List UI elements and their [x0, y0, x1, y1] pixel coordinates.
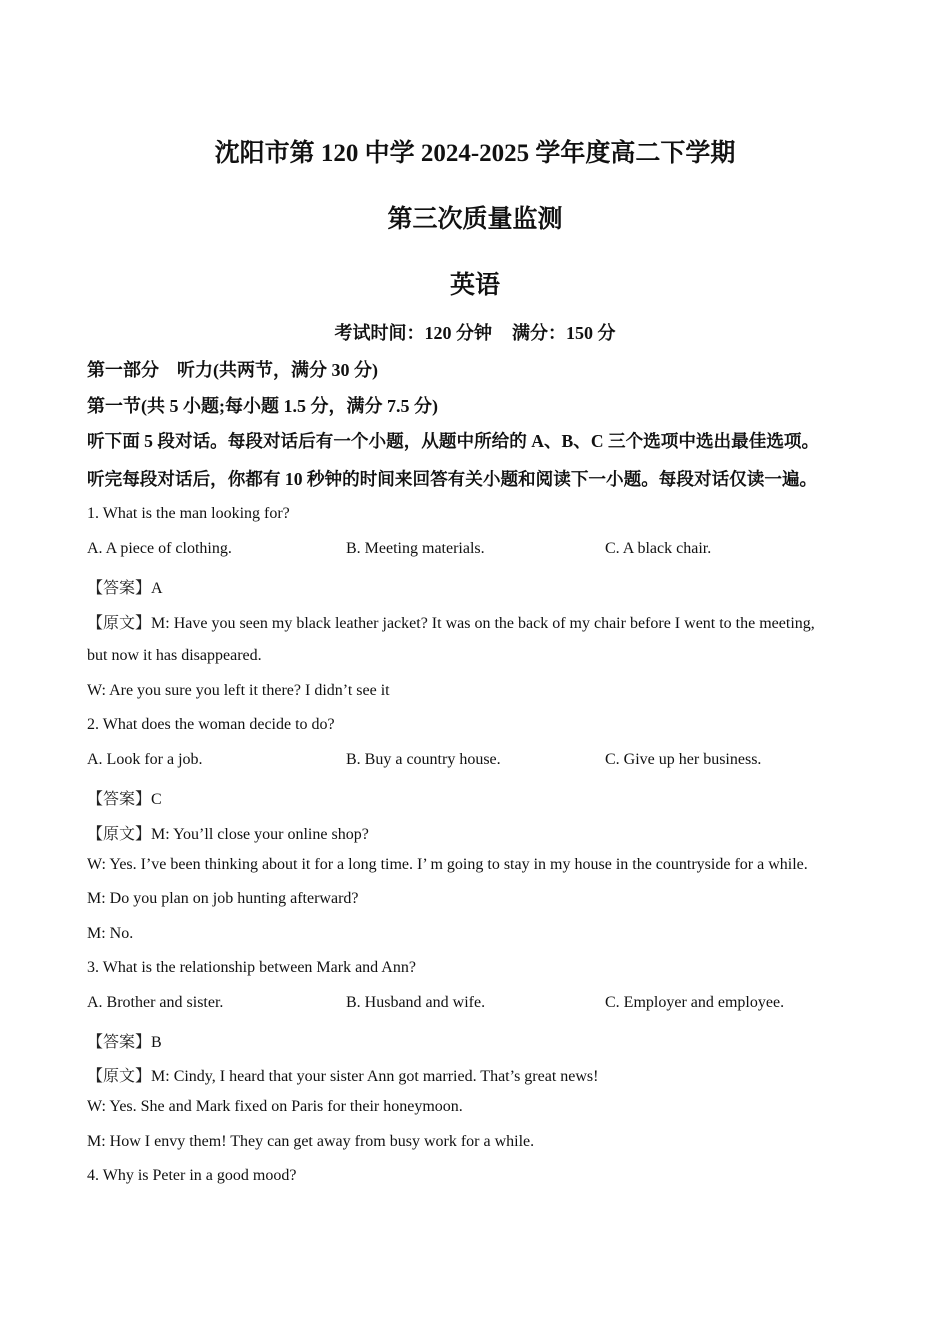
subject-title: 英语 [449, 272, 500, 299]
subsection-heading: 第一节(共 5 小题;每小题 1.5 分，满分 7.5 分) [87, 396, 438, 416]
instructions-line-1: 听下面 5 段对话。每段对话后有一个小题，从题中所给的 A、B、C 三个选项中选出最佳选项。 [87, 431, 820, 451]
answer-label: 【答案】 [87, 791, 152, 808]
transcript-line: W: Are you sure you left it there? I didn’t see it [87, 682, 390, 699]
question-stem: 2. What does the woman decide to do? [87, 716, 335, 733]
option-a: A. A piece of clothing. [87, 540, 232, 557]
option-a: A. Brother and sister. [87, 994, 224, 1011]
transcript-line [87, 1063, 598, 1086]
transcript-line: but now it has disappeared. [87, 647, 262, 664]
answer-line [87, 575, 163, 598]
transcript-text: M: You’ll close your online shop? [151, 826, 369, 843]
transcript-line: M: How I envy them! They can get away from busy work for a while. [87, 1133, 535, 1150]
exam-time: 考试时间：120 分钟 [334, 323, 492, 343]
document-title: 沈阳市第 120 中学 2024-2025 学年度高二下学期 [214, 140, 736, 167]
question-stem: 1. What is the man looking for? [87, 505, 290, 522]
transcript-line: W: Yes. She and Mark fixed on Paris for their honeymoon. [87, 1098, 463, 1115]
option-c: C. Employer and employee. [605, 994, 785, 1011]
instructions-line-2: 听完每段对话后，你都有 10 秒钟的时间来回答有关小题和阅读下一小题。每段对话仅读一遍。 [87, 469, 818, 489]
transcript-label: 【原文】 [87, 1068, 152, 1085]
answer-label: 【答案】 [87, 580, 152, 597]
answer-value: A [151, 580, 163, 597]
transcript-text: M: Have you seen my black leather jacket? It was on the back of my chair before I went to the meeting, [151, 615, 815, 632]
answer-value: C [151, 791, 162, 808]
transcript-line [87, 821, 369, 844]
option-b: B. Husband and wife. [346, 994, 486, 1011]
answer-line [87, 1029, 162, 1052]
question-stem: 3. What is the relationship between Mark and Ann? [87, 959, 416, 976]
option-c: C. Give up her business. [605, 751, 762, 768]
document-subtitle: 第三次质量监测 [387, 206, 563, 233]
transcript-text: M: Cindy, I heard that your sister Ann got married. That’s great news! [151, 1068, 599, 1085]
full-score: 满分：150 分 [512, 323, 616, 343]
option-b: B. Buy a country house. [346, 751, 501, 768]
answer-line [87, 786, 162, 809]
exam-info [0, 319, 950, 345]
transcript-line: M: No. [87, 925, 134, 942]
answer-value: B [151, 1034, 162, 1051]
question-stem: 4. Why is Peter in a good mood? [87, 1167, 297, 1184]
transcript-line: W: Yes. I’ve been thinking about it for a long time. I’ m going to stay in my house in the countryside for a while. [87, 856, 808, 873]
part-heading: 第一部分 听力(共两节，满分 30 分) [87, 360, 378, 380]
option-b: B. Meeting materials. [346, 540, 485, 557]
option-c: C. A black chair. [605, 540, 712, 557]
transcript-line: M: Do you plan on job hunting afterward? [87, 890, 359, 907]
transcript-line [87, 610, 815, 633]
answer-label: 【答案】 [87, 1034, 152, 1051]
transcript-label: 【原文】 [87, 615, 152, 632]
option-a: A. Look for a job. [87, 751, 203, 768]
transcript-label: 【原文】 [87, 826, 152, 843]
